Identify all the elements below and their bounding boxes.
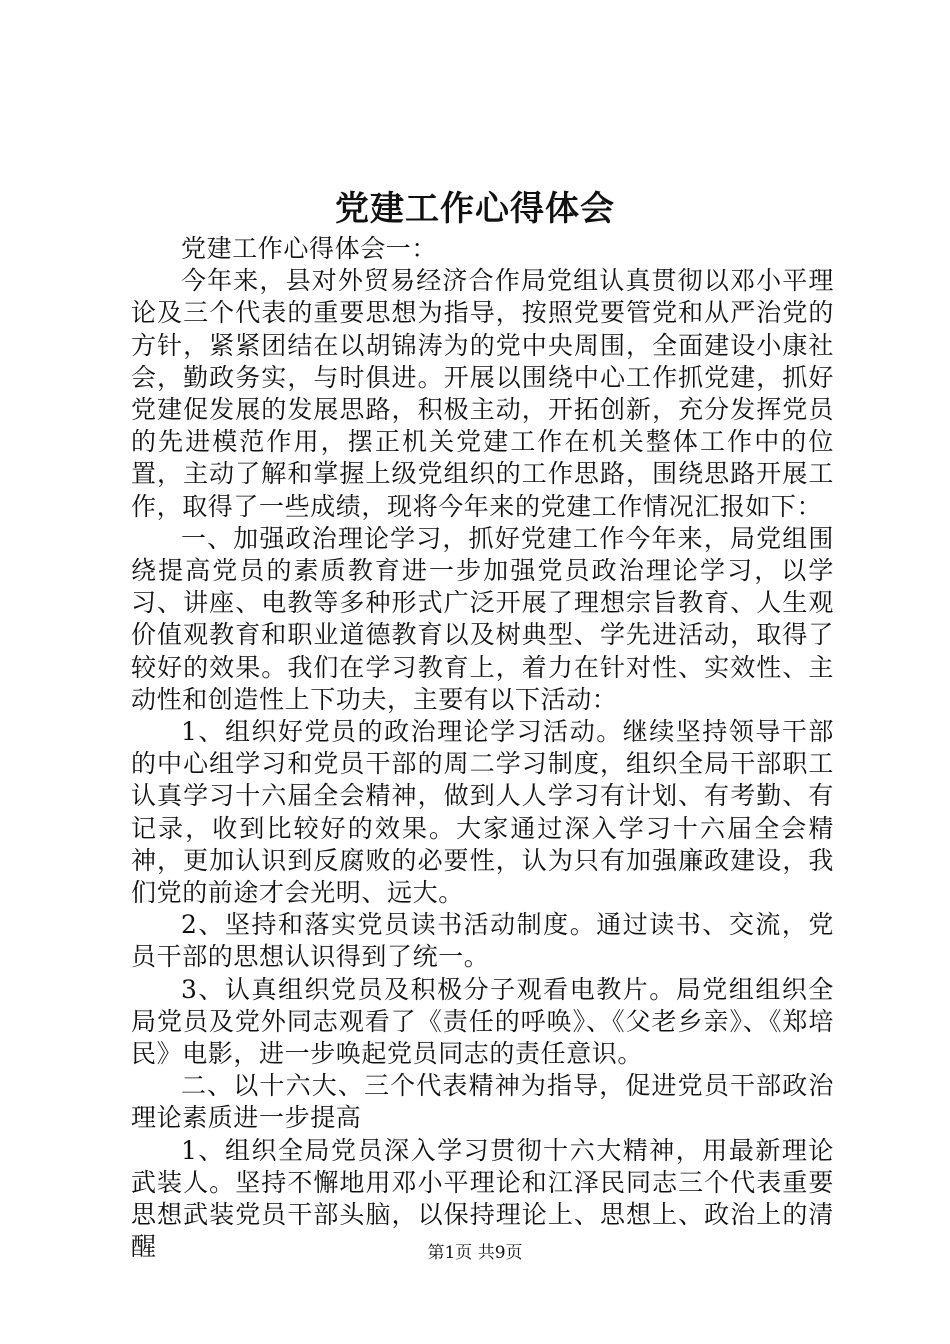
paragraph-intro: 今年来，县对外贸易经济合作局党组认真贯彻以邓小平理论及三个代表的重要思想为指导，按照党要管党和从严治党的方针，紧紧团结在以胡锦涛为的党中央周围，全面建设小康社会，勤政务实，与时俱进。开展以围绕中心工作抓党建，抓好党建促发展的发展思路，积极主动，开拓创新，充分发挥党员的先进模范作用，摆正机关党建工作在机关整体工作中的位置，主动了解和掌握上级党组织的工作思路，围绕思路开展工作，取得了一些成绩，现将今年来的党建工作情况汇报如下： — [131, 266, 834, 521]
page-number-footer: 第1页 共9页 — [427, 1243, 523, 1263]
paragraph-item-3: 3、认真组织党员及积极分子观看电教片。局党组组织全局党员及党外同志观看了《责任的呼唤》、《父老乡亲》、《郑培民》电影，进一步唤起党员同志的责任意识。 — [131, 974, 834, 1069]
paragraph-item-1: 1、组织好党员的政治理论学习活动。继续坚持领导干部的中心组学习和党员干部的周二学习制度，组织全局干部职工认真学习十六届全会精神，做到人人学习有计划、有考勤、有记录，收到比较好的效果。大家通过深入学习十六届全会精神，更加认识到反腐败的必要性，认为只有加强廉政建设，我们党的前途才会光明、远大。 — [131, 717, 834, 908]
paragraph-item-2: 2、坚持和落实党员读书活动制度。通过读书、交流，党员干部的思想认识得到了统一。 — [131, 910, 834, 972]
paragraph-part-one: 一、加强政治理论学习，抓好党建工作今年来，局党组围绕提高党员的素质教育进一步加强党员政治理论学习，以学习、讲座、电教等多种形式广泛开展了理想宗旨教育、人生观价值观教育和职业道德教育以及树典型、学先进活动，取得了较好的效果。我们在学习教育上，着力在针对性、实效性、主动性和创造性上下功夫，主要有以下活动： — [131, 523, 834, 714]
document-body — [131, 233, 834, 1264]
paragraph-section-label: 党建工作心得体会一： — [181, 234, 438, 263]
paragraph-part-two-item-1: 1、组织全局党员深入学习贯彻十六大精神，用最新理论武装人。坚持不懈地用邓小平理论和江泽民同志三个代表重要思想武装党员干部头脑，以保持理论上、思想上、政治上的清醒 — [131, 1135, 834, 1262]
document-title: 党建工作心得体会 — [335, 189, 615, 229]
paragraph-part-two: 二、以十六大、三个代表精神为指导，促进党员干部政治理论素质进一步提高 — [131, 1071, 834, 1133]
